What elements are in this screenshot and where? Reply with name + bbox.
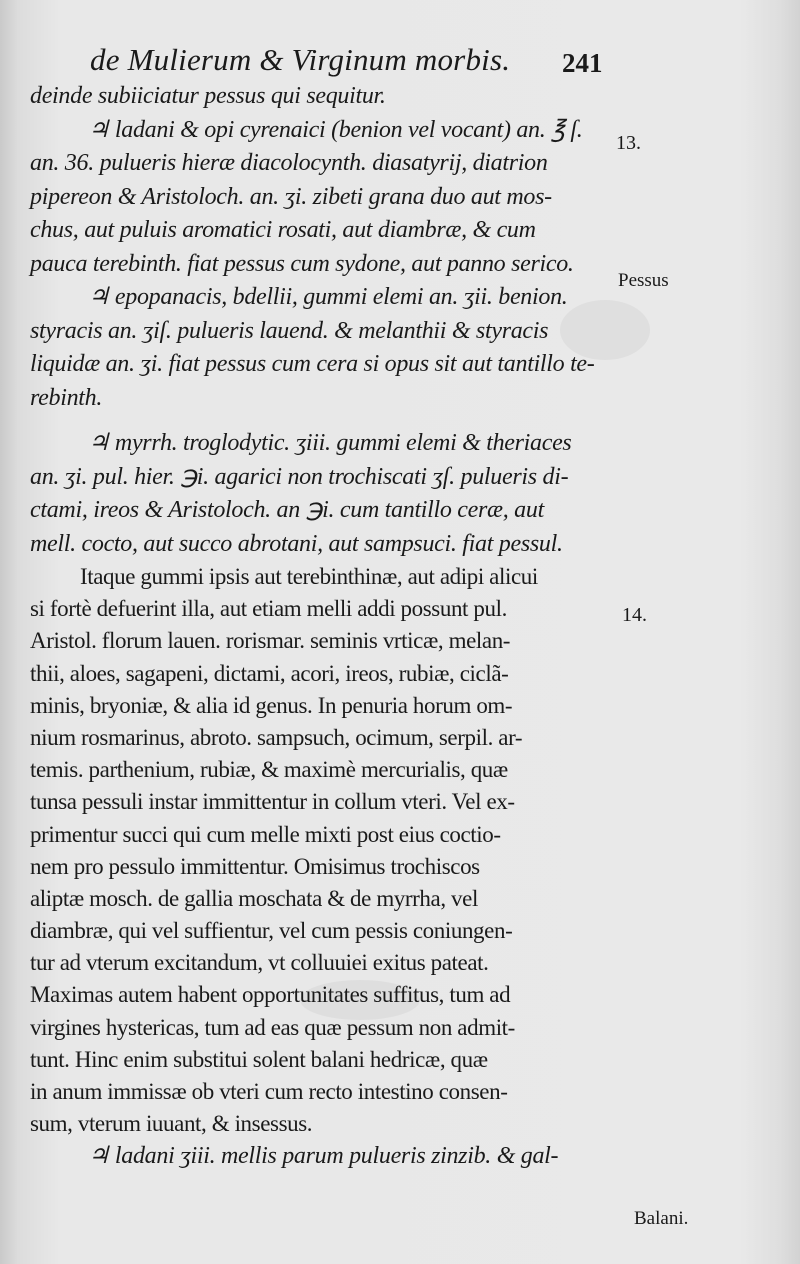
page-number: 241 bbox=[562, 48, 603, 78]
text-line: diambræ, qui vel suffientur, vel cum pessis coniungen- bbox=[30, 918, 513, 944]
text-line: tur ad vterum excitandum, vt colluuiei exitus pateat. bbox=[30, 950, 489, 976]
text-line: si fortè defuerint illa, aut etiam melli addi possunt pul. bbox=[30, 596, 507, 622]
text-line: nem pro pessulo immittentur. Omisimus trochiscos bbox=[30, 853, 480, 879]
text-line: tunt. Hinc enim substitui solent balani hedricæ, quæ bbox=[30, 1046, 488, 1072]
text-line: pipereon & Aristoloch. an. ʒi. zibeti grana duo aut mos- bbox=[30, 183, 552, 210]
text-line: minis, bryoniæ, & alia id genus. In penuria horum om- bbox=[30, 692, 513, 718]
margin-note-14: 14. bbox=[622, 604, 647, 626]
text-line: styracis an. ʒiſ. pulueris lauend. & melanthii & styracis bbox=[30, 317, 549, 344]
text-line: virgines hystericas, tum ad eas quæ pessum non admit- bbox=[30, 1014, 515, 1040]
text-line: Maximas autem habent opportunitates suffitus, tum ad bbox=[30, 982, 511, 1008]
text-line: ctami, ireos & Aristoloch. an ℈i. cum tantillo ceræ, aut bbox=[30, 497, 544, 523]
text-line: ♃ ladani ʒiii. mellis parum pulueris zinzib. & gal- bbox=[88, 1143, 559, 1170]
text-line: Itaque gummi ipsis aut terebinthinæ, aut adipi alicui bbox=[80, 564, 538, 589]
text-block bbox=[30, 80, 630, 1174]
text-line: ♃ myrrh. troglodytic. ʒiii. gummi elemi & theriaces bbox=[88, 430, 572, 456]
text-line: liquidæ an. ʒi. fiat pessus cum cera si opus sit aut tantillo te- bbox=[30, 351, 595, 377]
text-line: temis. parthenium, rubiæ, & maximè mercurialis, quæ bbox=[30, 757, 508, 783]
text-line: an. ʒi. pul. hier. ℈i. agarici non trochiscati ʒſ. pulueris di- bbox=[30, 463, 569, 490]
text-line: deinde subiiciatur pessus qui sequitur. bbox=[30, 83, 386, 109]
text-line: rebinth. bbox=[30, 384, 103, 411]
text-line: an. 36. pulueris hieræ diacolocynth. diasatyrij, diatrion bbox=[30, 150, 548, 176]
text-line: nium rosmarinus, abroto. sampsuch, ocimum, serpil. ar- bbox=[30, 724, 523, 750]
margin-note-13: 13. bbox=[616, 132, 641, 154]
text-line: chus, aut puluis aromatici rosati, aut diambræ, & cum bbox=[30, 217, 536, 243]
text-line: primentur succi qui cum melle mixti post eius coctio- bbox=[30, 821, 501, 847]
margin-note-pessus: Pessus bbox=[618, 270, 669, 291]
text-line: ♃ ladani & opi cyrenaici (benion vel vocant) an. ℥ ſ. bbox=[88, 116, 583, 143]
margin-note-balani: Balani. bbox=[634, 1208, 689, 1229]
text-line: aliptæ mosch. de gallia moschata & de myrrha, vel bbox=[30, 885, 478, 911]
text-line: ♃ epopanacis, bdellii, gummi elemi an. ʒii. benion. bbox=[88, 284, 568, 310]
text-line: mell. cocto, aut succo abrotani, aut sampsuci. fiat pessul. bbox=[30, 530, 563, 557]
text-line: in anum immissæ ob vteri cum recto intestino consen- bbox=[30, 1079, 508, 1104]
text-line: pauca terebinth. fiat pessus cum sydone, aut panno serico. bbox=[30, 250, 574, 277]
text-line: tunsa pessuli instar immittentur in collum vteri. Vel ex- bbox=[30, 789, 515, 815]
text-line: Aristol. florum lauen. rorismar. seminis vrticæ, melan- bbox=[30, 628, 511, 654]
running-title: de Mulierum & Virginum morbis. bbox=[90, 42, 511, 77]
text-line: sum, vterum iuuant, & insessus. bbox=[30, 1111, 313, 1137]
text-line: thii, aloes, sagapeni, dictami, acori, ireos, rubiæ, ciclã- bbox=[30, 660, 509, 686]
